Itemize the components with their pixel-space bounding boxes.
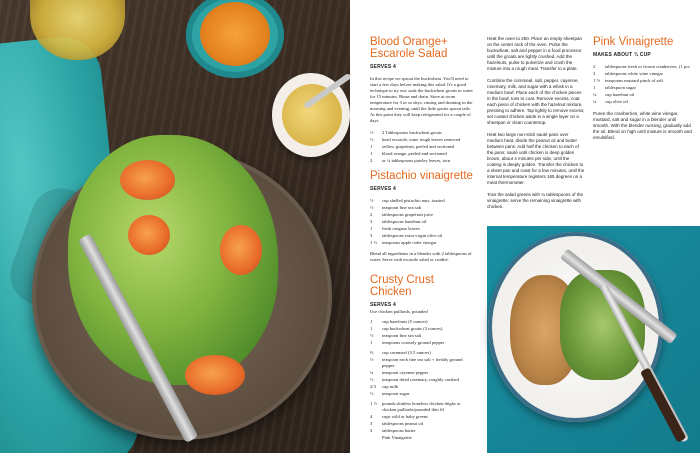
ingredient-row: ¼ cup hazelnut oil (593, 92, 635, 97)
ingredient-row: 2 or ¼ tablespoons parsley leaves, torn (370, 158, 450, 163)
ingredient-row: 3 tablespoons peanut oil (370, 421, 424, 426)
ingredient-row: 2 tablespoons fresh or frozen cranberries, (1 pcs (593, 64, 690, 69)
recipe-note: Use chicken paillards, pounded (370, 309, 428, 314)
ingredient-list (370, 198, 475, 246)
ingredient-row: ½ teaspoon fine sea salt (370, 205, 422, 210)
ingredient-row: 3 tablespoons hazelnut oil (370, 219, 427, 224)
ingredient-row: ¼ teaspoon cayenne pepper (370, 370, 429, 375)
serves-label: SERVES 4 (370, 64, 396, 70)
ingredient-row: 2 tablespoons grapefruit juice (370, 212, 434, 217)
ingredient-row: 3 tablespoons white wine vinegar (593, 71, 664, 76)
ingredient-row: 1 tablespoon sugar (593, 85, 637, 90)
ingredient-row: 1 blood orange, peeled and sectioned (370, 151, 447, 156)
method-paragraph: Toss the salad greens with ¼ tablespoons of the vinaigrette; serve the remaining vinaigrette with chicken. (487, 192, 584, 209)
recipe-intro: In this recipe we sprout the buckwheat. You'll need to start a few days before making this salad. It's a good technique to try out: soak the buckwheat groats in water for 15 minutes. Rinse and drain. Store at room temperature for 3 or so days, rinsing and draining in the morning and evening, until the little groats sprout tails. At this point they will keep refrigerated for a couple of days. (370, 76, 473, 123)
serves-label: SERVES 4 (370, 186, 396, 192)
ingredient-row: 1 ½ teaspoons mustard pinch of salt (593, 78, 663, 83)
ingredient-list (370, 130, 475, 164)
ingredient-list (593, 64, 693, 105)
method-paragraph: Heat two large non-stick sauté pans over medium heat, divide the peanut oil and butter between pans. Add half the chicken to each of the pans; sauté until chicken is deep golden brown, about 4 minutes per side, until the coating is deeply golden. Transfer the chicken to a sheet pan and roast for a few minutes, until the internal temperature registers 165 degrees on a meat thermometer. (487, 132, 585, 185)
ingredient-row: 3 tablespoons butter (370, 428, 416, 433)
ingredient-row: 1 yellow grapefruit, peeled and sectioned (370, 144, 455, 149)
method-paragraph: Combine the cornmeal, salt, pepper, cayenne, rosemary, milk, and sugar with a whisk in a medium bowl. Place each of the chicken pieces in the bowl, toss to coat. Remove excess, coat each piece of chicken with the hazelnut mixture, pressing to adhere. Tap lightly to remove excess; set coated chicken aside in a single layer on a sheetpan or clean countertop. (487, 78, 585, 125)
serves-label: SERVES 4 (370, 302, 396, 308)
ingredient-row: ¼ cup olive oil (593, 99, 628, 104)
blood-orange-slice (220, 225, 262, 275)
ingredient-row: ½ teaspoon dried rosemary, roughly crushed (370, 377, 459, 382)
ingredient-row: ½ 2 Tablespoons buckwheat groats (370, 130, 442, 135)
recipe-method: Puree the cranberries, white wine vinegar, mustard, salt and sugar in a blender until smooth. With the blender running, gradually add the oil. Blend on high until mixture is smooth and emulsified. (593, 111, 692, 140)
ingredient-row: ½ head escarole, outer tough leaves removed (370, 137, 461, 142)
ingredient-row: 1 teaspoons coarsely ground pepper (370, 340, 445, 345)
ingredient-row: ½ cup shelled pistachio nuts, toasted (370, 198, 445, 203)
ingredient-row: Pink Vinaigrette (382, 435, 412, 440)
ingredient-row: 3 tablespoons extra virgin olive oil (370, 233, 443, 238)
recipe-column-3 (593, 36, 693, 147)
ingredient-row: ½ teaspoon each fine sea salt + freshly ground pepper (370, 357, 463, 368)
recipe-title: Crusty Crust Chicken (370, 274, 434, 298)
ingredient-row: 2/3 cup milk (370, 384, 399, 389)
ingredient-row: 4 cups wild or baby greens (370, 414, 428, 419)
vinaigrette-sauce (282, 84, 342, 146)
ingredient-row: ½ teaspoon fine sea salt (370, 333, 422, 338)
recipe-column-1 (370, 36, 475, 442)
ingredient-row: 1 cup buckwheat groats (3 ounces) (370, 326, 443, 331)
recipe-title: Pink Vinaigrette (593, 36, 674, 48)
makes-label: MAKES ABOUT ¾ CUP (593, 52, 651, 58)
ingredient-row: 1 fresh oregano leaves (370, 226, 420, 231)
ingredient-row: 1 ½ pounds skinless boneless chicken thighs or chicken paillards/pounded thin fil (370, 401, 461, 412)
recipe-title: Pistachio vinaigrette (370, 170, 473, 182)
recipe-method: Blend all ingredients in a blender with 2 tablespoons of water. Serve with escarole salad or crudité. (370, 251, 472, 262)
orange-segments-bowl (200, 2, 270, 66)
method-column (487, 36, 585, 216)
blood-orange-slice (128, 215, 170, 255)
blood-orange-slice (120, 160, 175, 200)
ingredient-row: 1 cup hazelnuts (5 ounces) (370, 319, 428, 324)
ingredient-list (370, 319, 475, 441)
recipe-title: Blood Orange+ Escarole Salad (370, 36, 448, 60)
blood-orange-slice (185, 355, 245, 395)
method-paragraph: Heat the oven to 250. Place an empty sheetpan on the center rack of the oven. Pulse the buckwheat, salt and pepper in a food processor until the groats are lightly crushed. Add the hazelnuts, pulse to pulverize and crush the mixture into a rough meal. Transfer to a plate. (487, 36, 583, 71)
ingredient-row: ⅔ cup cornmeal (3.5 ounces) (370, 350, 431, 355)
ingredient-row: ½ teaspoon sugar (370, 391, 410, 396)
ingredient-row: 1 ½ teaspoons apple cider vinegar (370, 240, 437, 245)
